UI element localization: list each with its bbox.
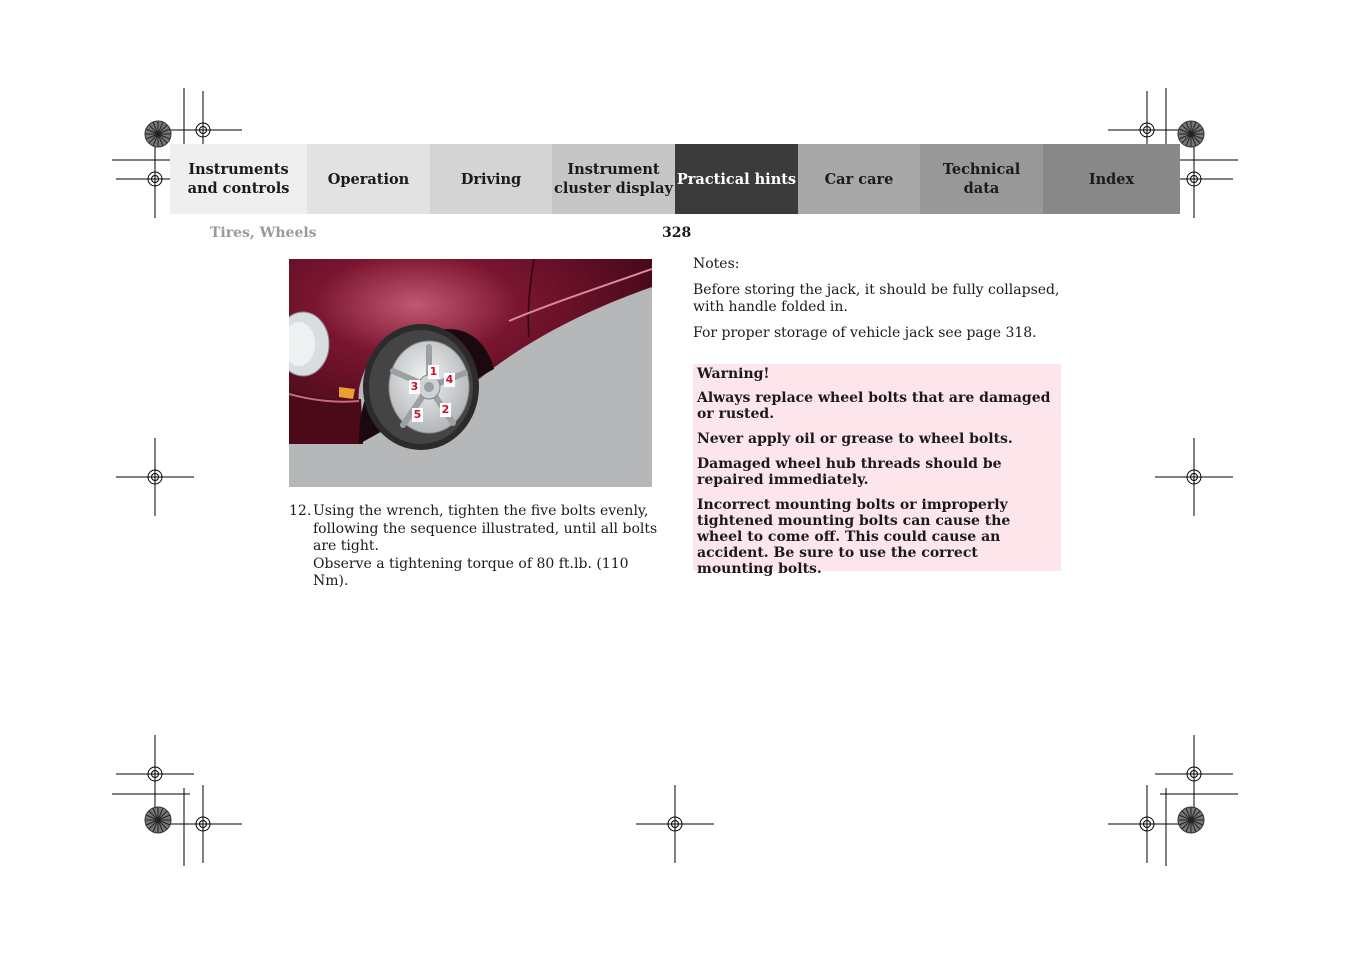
tab-driving[interactable]: Driving [430,144,552,214]
tab-technical-data[interactable]: Technical data [920,144,1043,214]
step-torque: Observe a tightening torque of 80 ft.lb. (110 Nm). [313,555,629,589]
tab-instrument-cluster-display[interactable]: Instrument cluster display [552,144,675,214]
wheel-bolt-illustration [289,259,652,487]
tab-practical-hints[interactable]: Practical hints [675,144,798,214]
bolt-label-3: 3 [410,380,419,393]
notes-heading: Notes: [693,256,740,272]
warning-item: Never apply oil or grease to wheel bolts. [697,431,1013,447]
section-title: Tires, Wheels [210,225,317,241]
note-item: Before storing the jack, it should be fully collapsed, with handle folded in. [693,282,1060,315]
warning-title: Warning! [697,366,770,382]
warning-item: Damaged wheel hub threads should be repaired immediately. [697,456,1002,488]
tab-operation[interactable]: Operation [307,144,430,214]
warning-box [693,364,1061,577]
section-nav [170,144,1180,214]
step-number: 12. [289,503,312,519]
tab-car-care[interactable]: Car care [798,144,920,214]
note-item: For proper storage of vehicle jack see page 318. [693,325,1037,341]
bolt-label-2: 2 [441,403,450,416]
tab-instruments-and-controls[interactable]: Instruments and controls [170,144,307,214]
warning-item: Always replace wheel bolts that are damaged or rusted. [697,390,1051,422]
bolt-label-1: 1 [429,365,438,378]
bolt-label-5: 5 [413,408,422,421]
warning-item: Incorrect mounting bolts or improperly tightened mounting bolts can cause the wheel to come off. This could cause an accident. Be sure to use the correct mounting bolts. [697,497,1011,577]
tab-index[interactable]: Index [1043,144,1180,214]
step-body [313,503,658,591]
notes-section [693,256,1061,351]
step-text: Using the wrench, tighten the five bolts evenly, following the sequence illustrated, until all bolts are tight. [313,503,658,554]
bolt-label-4: 4 [445,373,454,386]
page-number: 328 [662,225,692,241]
